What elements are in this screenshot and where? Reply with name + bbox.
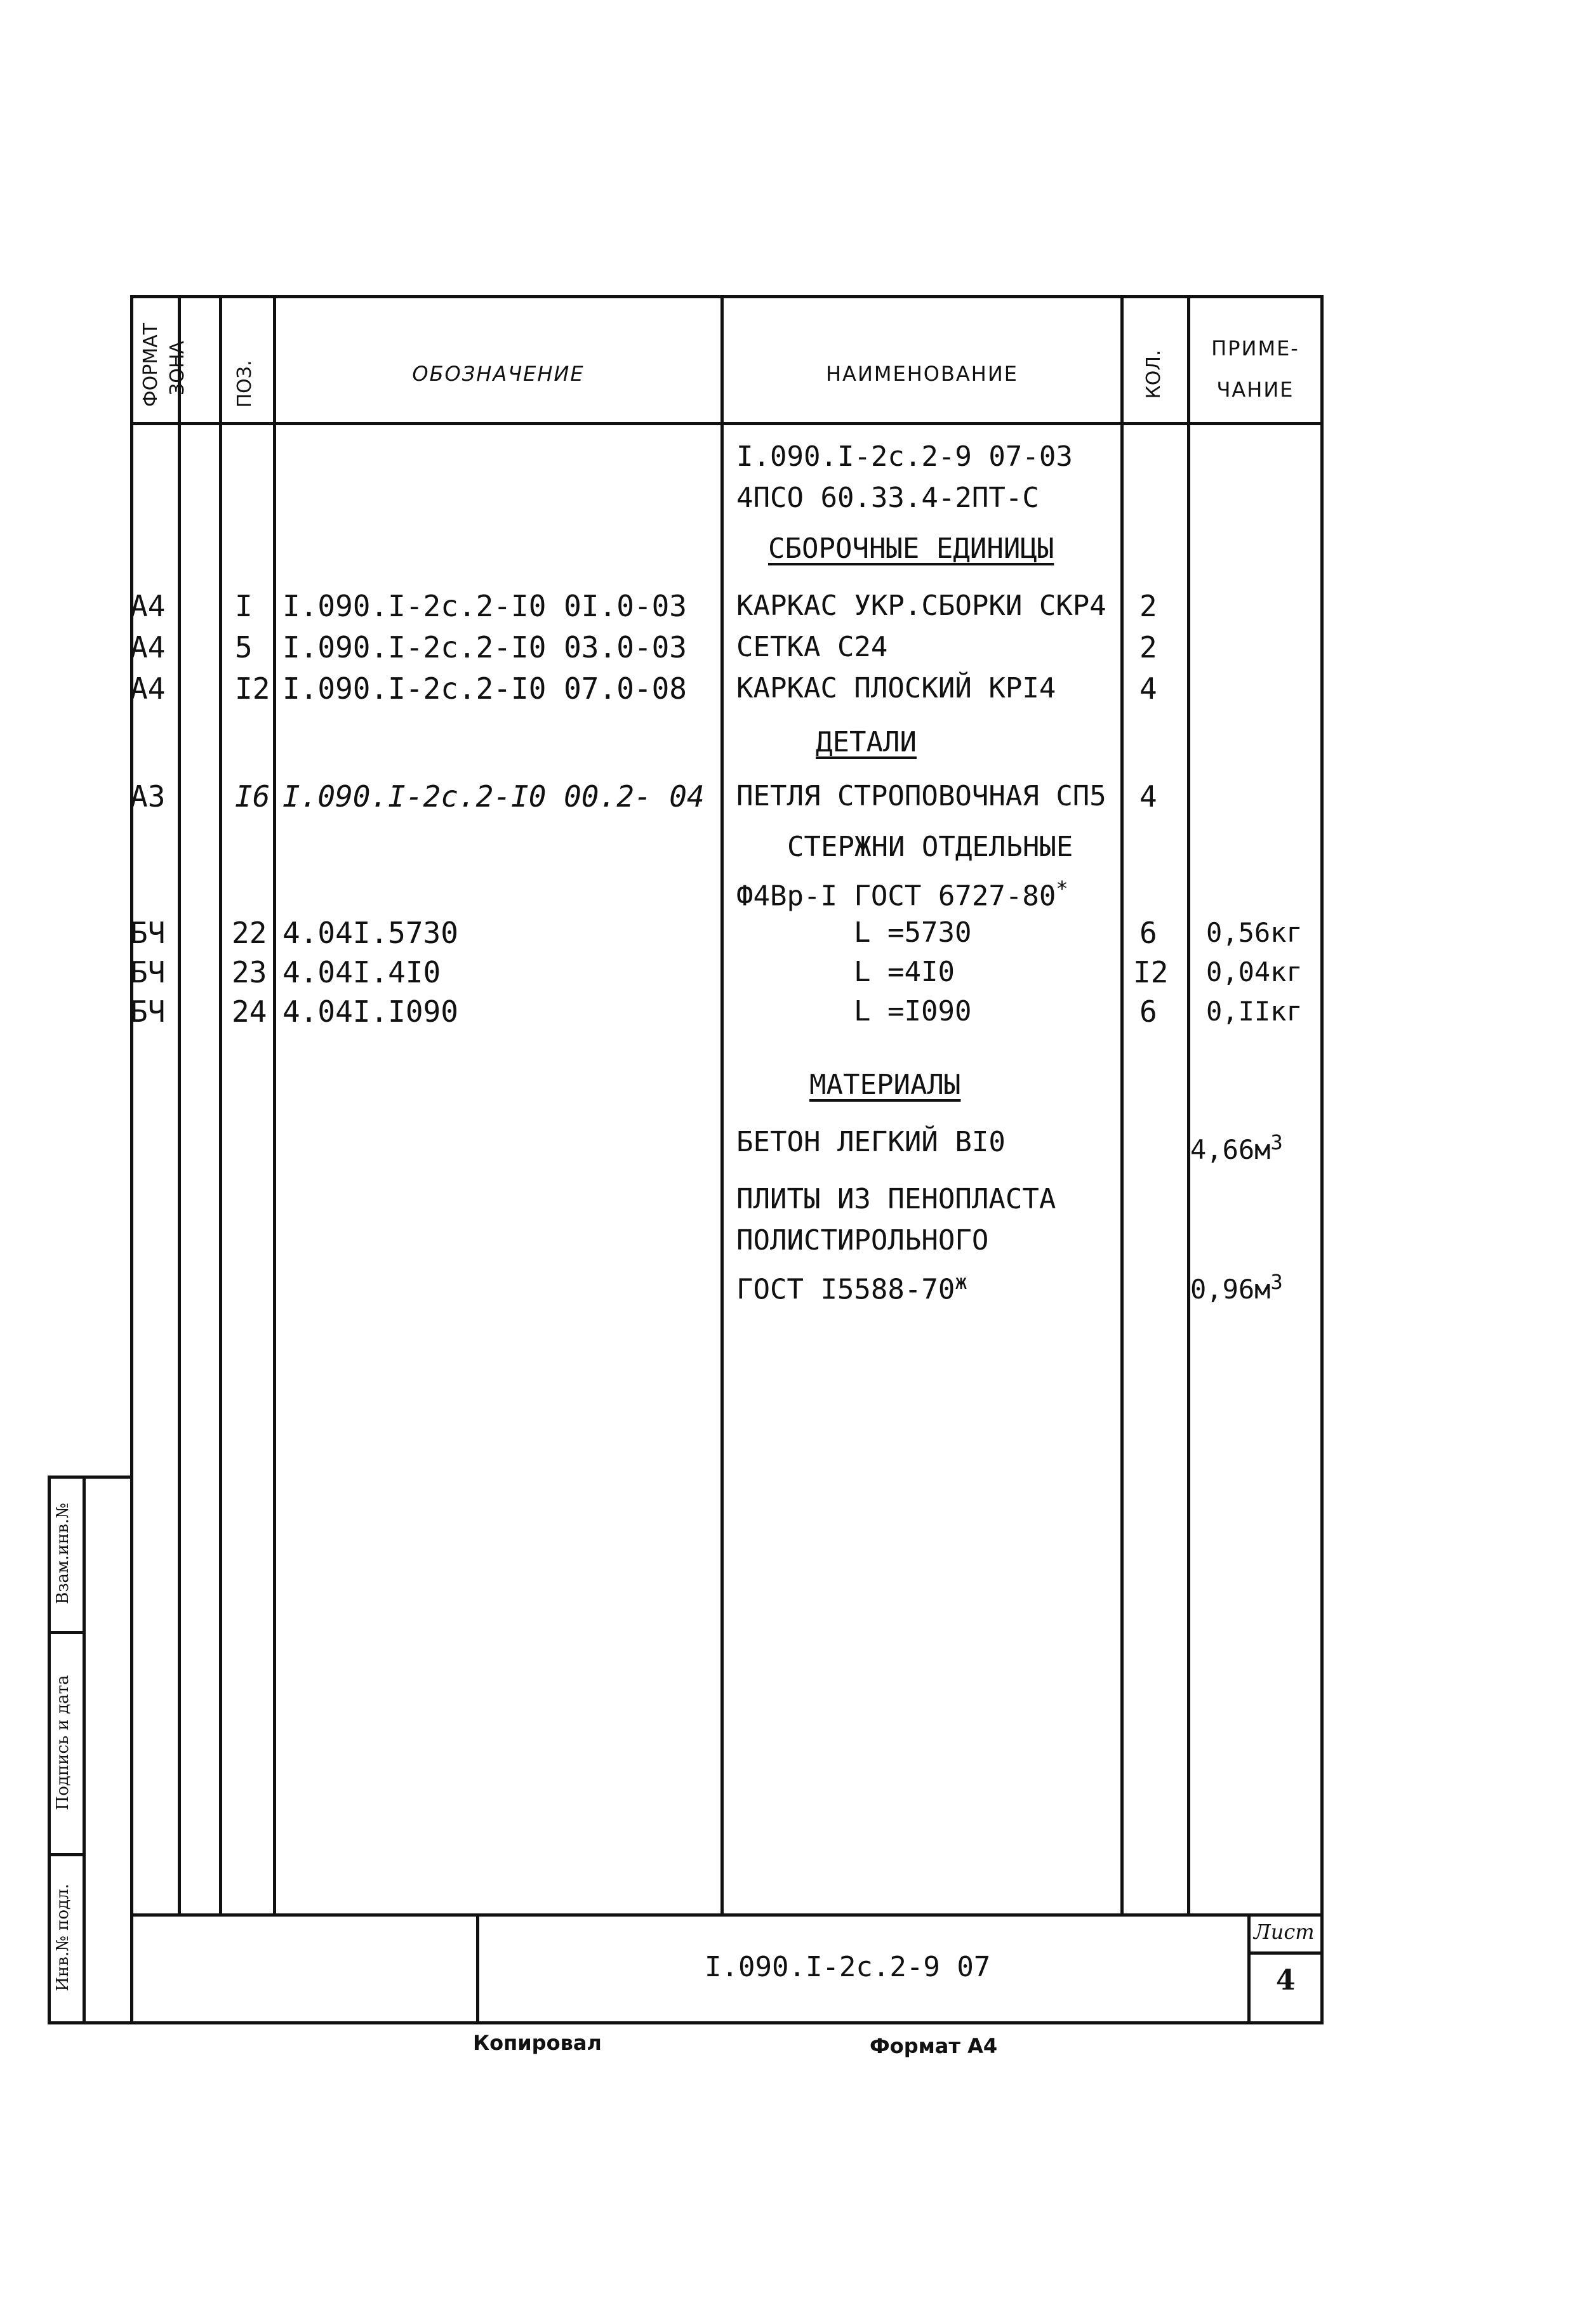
header-name: НАИМЕНОВАНИЕ [825,362,1019,386]
row-name: L =5730 [854,916,972,949]
section-assemblies: СБОРОЧНЫЕ ЕДИНИЦЫ [768,532,1054,565]
plates-standard-star: ж [955,1270,967,1294]
col-sep-designation [273,295,276,1917]
frame-left [130,295,133,2024]
stamp-signature-date: Подпись и дата [53,1675,72,1811]
header-designation: ОБОЗНАЧЕНИЕ [412,362,585,386]
sheet-number: 4 [1276,1964,1296,1997]
stamp-inv-replace: Взам.инв.№ [53,1503,72,1604]
title-block-top [130,1913,1324,1917]
row-qty: 2 [1139,589,1157,623]
material-plates-note [1190,1263,1283,1309]
header-qty: КОЛ. [1143,350,1165,399]
row-format: А4 [130,630,166,664]
material-plates-2: ПОЛИСТИРОЛЬНОГО [736,1224,989,1257]
row-format: А3 [130,779,166,814]
side-stamp-mid [83,1476,86,2024]
header-zone: ЗОНА [166,341,189,395]
plates-note-value: 0,96м [1190,1274,1271,1305]
row-name: L =I090 [854,995,972,1027]
row-format: А4 [130,671,166,706]
title-block-sep [476,1913,479,2024]
row-pos: I6 [235,779,270,814]
col-sep-name [720,295,724,1917]
frame-bottom [130,2021,1324,2024]
row-name: ПЕТЛЯ СТРОПОВОЧНАЯ СП5 [736,780,1106,812]
col-sep-qty [1120,295,1124,1917]
row-format: БЧ [130,916,166,950]
header-note-1: ПРИМЕ- [1211,336,1299,360]
section-materials: МАТЕРИАЛЫ [809,1069,961,1101]
col-sep-pos [219,295,222,1917]
row-format: БЧ [130,994,166,1029]
sheet-label: Лист [1254,1920,1315,1944]
material-plates-1: ПЛИТЫ ИЗ ПЕНОПЛАСТА [736,1183,1056,1215]
row-designation: 4.04I.4I0 [282,955,441,989]
row-name: L =4I0 [854,956,955,988]
row-pos: 5 [235,630,253,664]
rods-standard-text: Ф4Вр-I ГОСТ 6727-80 [736,880,1056,913]
title-block-sheet-line [1247,1951,1324,1955]
row-name: СЕТКА С24 [736,631,888,663]
row-designation: 4.04I.5730 [282,916,458,950]
row-qty: 6 [1139,994,1157,1029]
row-pos: I2 [235,671,270,706]
document-mark: 4ПСО 60.33.4-2ПТ-С [736,482,1039,514]
row-name: КАРКАС УКР.СБОРКИ СКР4 [736,590,1106,622]
row-designation: I.090.I-2c.2-I0 00.2- 04 [282,779,705,814]
plates-standard: ГОСТ I5588-70 [736,1273,955,1306]
rods-standard [736,869,1068,916]
side-stamp-div-1 [48,1631,86,1634]
row-pos: 23 [232,955,267,989]
side-stamp-top [48,1476,133,1479]
side-stamp-bottom [48,2021,133,2024]
material-concrete-note [1190,1123,1283,1169]
footer-format: Формат А4 [870,2034,998,2058]
row-designation: I.090.I-2c.2-I0 07.0-08 [282,671,687,706]
row-format: БЧ [130,955,166,989]
row-pos: 24 [232,994,267,1029]
row-qty: 4 [1139,671,1157,706]
header-format: ФОРМАТ [140,322,162,407]
stamp-inv-orig: Инв.№ подл. [53,1884,72,1991]
frame-right [1320,295,1324,2024]
row-pos: I [235,589,253,623]
frame-top [130,295,1324,298]
plates-note-exp: 3 [1270,1270,1283,1294]
col-sep-zone [178,295,181,1917]
row-name: КАРКАС ПЛОСКИЙ КРI4 [736,672,1056,704]
rods-standard-star: * [1056,876,1068,901]
row-note: 0,IIкг [1206,996,1303,1027]
side-stamp-outer [48,1476,51,2024]
title-block-sheet-sep [1247,1913,1251,2024]
row-note: 0,04кг [1206,956,1303,987]
row-qty: 2 [1139,630,1157,664]
row-designation: I.090.I-2c.2-I0 03.0-03 [282,630,687,664]
row-note: 0,56кг [1206,917,1303,948]
concrete-note-value: 4,66м [1190,1134,1271,1165]
material-concrete: БЕТОН ЛЕГКИЙ BI0 [736,1126,1006,1158]
rods-title: СТЕРЖНИ ОТДЕЛЬНЫЕ [787,831,1073,863]
concrete-note-exp: 3 [1270,1130,1283,1154]
header-pos: ПОЗ. [234,360,256,408]
side-stamp-div-2 [48,1853,86,1856]
header-note-2: ЧАНИЕ [1216,378,1294,402]
footer-copied: Копировал [473,2031,602,2055]
row-qty: 4 [1139,779,1157,814]
material-plates-3 [736,1263,967,1309]
row-qty: 6 [1139,916,1157,950]
row-pos: 22 [232,916,267,950]
document-code: I.090.I-2c.2-9 07-03 [736,440,1073,473]
row-format: А4 [130,589,166,623]
row-designation: I.090.I-2c.2-I0 0I.0-03 [282,589,687,623]
row-qty: I2 [1133,955,1169,989]
row-designation: 4.04I.I090 [282,994,458,1029]
title-block-code: I.090.I-2c.2-9 07 [705,1951,991,1983]
col-sep-note [1187,295,1190,1917]
section-parts: ДЕТАЛИ [816,726,917,758]
frame-header-bottom [130,422,1324,425]
